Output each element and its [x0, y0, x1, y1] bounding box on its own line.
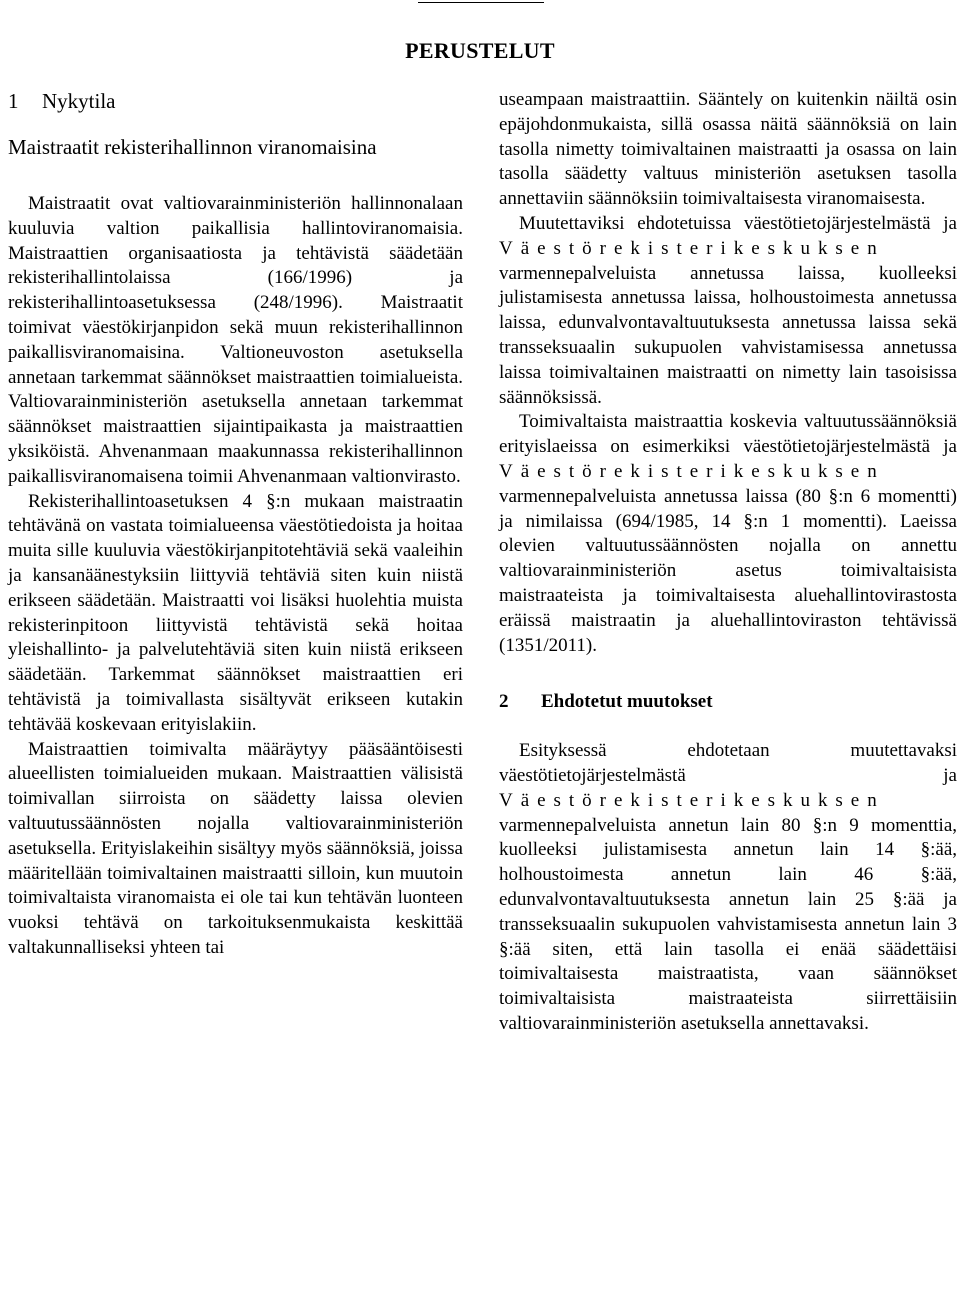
- section-heading-1: [8, 88, 463, 114]
- paragraph-text: varmennepalveluista annetussa laissa (80 §:n 6 momentti) ja nimilaissa (694/1985, 14 §:n 1 momentti). Laeissa olevien valtuutussäännösten nojalla on annettu valtiovarainministeriön asetus toimivaltaisista maistraateista ja toimivaltaisesta aluehallintovirastosta eräissä maistraatin ja aluehallintoviraston tehtävissä (1351/2011).: [499, 485, 957, 656]
- spaced-text: Väestörekisterikeskuksen: [499, 789, 885, 811]
- page-title: PERUSTELUT: [405, 38, 555, 63]
- paragraph-text: varmennepalveluista annetun lain 80 §:n 9 momenttia, kuolleeksi julistamisesta annetun lain 14 §:ää, holhoustoimesta annetun lain 46 §:ää, edunvalvontavaltuutuksesta annetun lain 25 §:ää ja transseksuaalin sukupuolen vahvistamisesta annetun lain 3 §:ää siten, että lain tasolla ei enää säädettäisi toimivaltaisesta maistraatista, vaan säännökset toimivaltaisista maistraateista siirrettäisiin valtiovarainministeriön asetuksella annettavaksi.: [499, 814, 957, 1034]
- subheading: Maistraatit rekisterihallinnon viranomaisina: [8, 135, 377, 159]
- section-number: 2: [499, 691, 509, 713]
- section-title: Nykytila: [42, 89, 116, 113]
- paragraph: [499, 739, 957, 1037]
- spaced-text: Väestörekisterikeskuksen: [499, 460, 885, 482]
- paragraph-text: Muutettaviksi ehdotetuissa väestötietojärjestelmästä ja: [519, 212, 957, 234]
- paragraph: [499, 212, 957, 410]
- paragraph-text: varmennepalveluista annetussa laissa, kuolleeksi julistamisesta annetussa laissa, holhoustoimesta annetussa laissa, edunvalvontavaltuutuksesta annetussa laissa sekä transseksuaalin sukupuolen vahvistamisessa annetussa laissa toimivaltainen maistraatti on nimetty lain tasoisissa säännöksissä.: [499, 262, 957, 408]
- paragraph: Maistraatit ovat valtiovarainministeriön hallinnonalaan kuuluvia valtion paikallisia hallintoviranomaisia. Maistraattien organisaatiosta ja tehtävistä säädetään rekisterihallintolaissa (166/1996) ja rekisterihallintoasetuksessa (248/1996). Maistraatit toimivat väestökirjanpidon sekä muun rekisterihallinnon paikallisviranomaisina. Valtioneuvoston asetuksella annetaan tarkemmat säännökset maistraattien toimialueista. Valtiovarainministeriön asetuksella annetaan tarkemmat säännökset maistraattien sijaintipaikasta ja maistraattien yksiköistä. Ahvenanmaan maakunnassa rekisterihallinnon paikallisviranomaisena toimii Ahvenanmaan valtionvirasto.: [8, 193, 463, 487]
- paragraph-text: Toimivaltaista maistraattia koskevia valtuutussäännöksiä erityislaeissa on esimerkiksi väestötietojärjestelmästä ja: [499, 411, 957, 458]
- paragraph: Maistraattien toimivalta määräytyy pääsääntöisesti alueellisten toimialueiden mukaan. Maistraattien välisistä toimivallan siirroista on säädetty laissa olevien valtuutussäännösten nojalla valtiovarainministeriön asetuksella. Erityislakeihin sisältyy myös säännöksiä, joissa määritellään toimivaltainen maistraatti silloin, kun muutoin toimivaltaista viranomaista ei ole tai kun tehtävän luonteen vuoksi tehtävä on tarkoituksenmukaista keskittää valtakunnalliseksi yhteen tai: [8, 738, 463, 958]
- paragraph: useampaan maistraattiin. Sääntely on kuitenkin näiltä osin epäjohdonmukaista, sillä osassa näitä säännöksiä on lain tasolla nimetty toimivaltainen maistraatti ja osassa on lain tasolla säädetty valtuus ministeriön asetuksen tasolla annettaviin säännöksiin toimivaltaisesta viranomaisesta.: [499, 89, 957, 210]
- top-rule: [418, 2, 544, 3]
- spaced-text: Väestörekisterikeskuksen: [499, 237, 885, 259]
- right-column: [499, 88, 957, 1037]
- section-title: Ehdotetut muutokset: [541, 691, 713, 713]
- left-column: [8, 88, 463, 961]
- paragraph: Rekisterihallintoasetuksen 4 §:n mukaan maistraatin tehtävänä on vastata toimialueensa väestötiedoista ja hoitaa muita sille kuuluvia väestökirjanpitotehtäviä sekä vaaleihin ja kansanäänestyksiin liittyviä tehtäviä siten kuin niistä erikseen säädetään. Maistraatti voi lisäksi huolehtia muista rekisterinpitoon liittyvistä tehtävistä sekä hoitaa yleishallinto- ja palvelutehtäviä siten kuin niistä erikseen säädetään. Tarkemmat säännökset maistraattien eri tehtävistä ja toimivallasta sisältyvät erikseen kutakin tehtävää koskevaan erityislakiin.: [8, 490, 463, 735]
- paragraph: [499, 410, 957, 658]
- section-heading-2: [499, 690, 957, 715]
- paragraph-text: Esityksessä ehdotetaan muutettavaksi väestötietojärjestelmästä ja: [499, 740, 957, 786]
- section-number: 1: [8, 89, 19, 113]
